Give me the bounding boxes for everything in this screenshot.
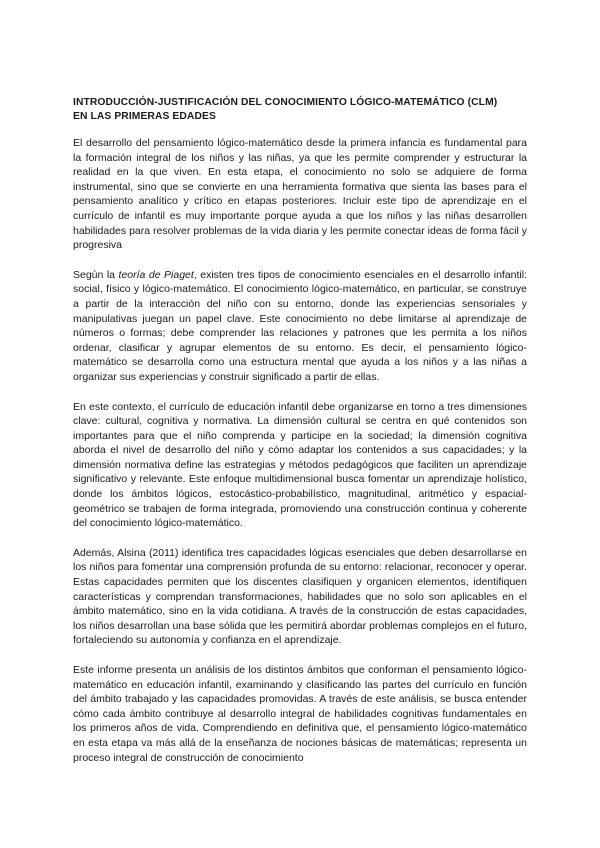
paragraph-2-intro: Según la — [73, 268, 119, 281]
title-line-2: EN LAS PRIMERAS EDADES — [73, 111, 216, 122]
paragraph-2-body: , existen tres tipos de conocimiento esenciales en el desarrollo infantil: social, físico y lógico-matemático. El conocimiento lógico-matemático, en particular, se construye a partir de la interacción del niño con su entorno, donde las experiencias sensoriales y manipulativas juegan un papel clave. Este conocimiento no debe limitarse al aprendizaje de números o formas; debe comprender las relaciones y patrones que les permita a los niños ordenar, clasificar y agrupar elementos de su entorno. Es decir, el pensamiento lógico-matemático se desarrolla como una estructura mental que ayuda a los niños y a las niñas a organizar sus experiencias y construir significado a partir de ellas. — [73, 268, 528, 383]
title-line-1: INTRODUCCIÓN-JUSTIFICACIÓN DEL CONOCIMIENTO LÓGICO-MATEMÁTICO (CLM) — [73, 97, 498, 108]
document-title — [73, 96, 527, 124]
paragraph-2-italic: teoría de Piaget — [118, 268, 194, 281]
paragraph-4: Además, Alsina (2011) identifica tres capacidades lógicas esenciales que deben desarrollarse en los niños para fomentar una comprensión profunda de su entorno: relacionar, reconocer y operar. Estas capacidades permiten que los discentes clasifiquen y organicen elementos, identifiquen características y comprendan transformaciones, habilidades que no solo son aplicables en el ámbito matemático, sino en la vida cotidiana. A través de la construcción de estas capacidades, los niños desarrollan una base sólida que les permitirá abordar problemas complejos en el futuro, fortaleciendo su autonomía y confianza en el aprendizaje. — [73, 546, 527, 647]
paragraph-2 — [73, 268, 527, 385]
paragraph-1: El desarrollo del pensamiento lógico-matemático desde la primera infancia es fundamental para la formación integral de los niños y las niñas, ya que les permite comprender y estructurar la realidad en la que viven. En esta etapa, el conocimiento no solo se adquiere de forma instrumental, sino que se convierte en una herramienta formativa que sienta las bases para el pensamiento analítico y crítico en etapas posteriores. Incluir este tipo de aprendizaje en el currículo de infantil es muy importante porque ayuda a que los niños y las niñas desarrollen habilidades para resolver problemas de la vida diaria y les permite conectar ideas de forma fácil y progresiva — [73, 137, 527, 252]
paragraph-5: Este informe presenta un análisis de los distintos ámbitos que conforman el pensamiento lógico-matemático en educación infantil, examinando y clasificando las partes del currículo en función del ámbito trabajado y las capacidades promovidas. A través de este análisis, se busca entender cómo cada ámbito contribuye al desarrollo integral de habilidades cognitivas fundamentales en los primeros años de vida. Comprendiendo en definitiva que, el pensamiento lógico-matemático en esta etapa va más allá de la enseñanza de nociones básicas de matemáticas; representa un proceso integral de construcción de conocimiento — [73, 664, 527, 764]
paragraph-3: En este contexto, el currículo de educación infantil debe organizarse en torno a tres dimensiones clave: cultural, cognitiva y normativa. La dimensión cultural se centra en qué contenidos son importantes para que el niño comprenda y participe en la sociedad; la dimensión cognitiva aborda el nivel de desarrollo del niño y cómo adaptar los contenidos a sus capacidades; y la dimensión normativa define las estrategias y métodos pedagógicos que faciliten un aprendizaje significativo y relevante. Este enfoque multidimensional busca fomentar un aprendizaje holístico, donde los ámbitos lógicos, estocástico-probabilístico, magnitudinal, aritmético y espacial-geométrico se trabajen de forma integrada, promoviendo una construcción continua y coherente del conocimiento lógico-matemático. — [73, 400, 527, 530]
